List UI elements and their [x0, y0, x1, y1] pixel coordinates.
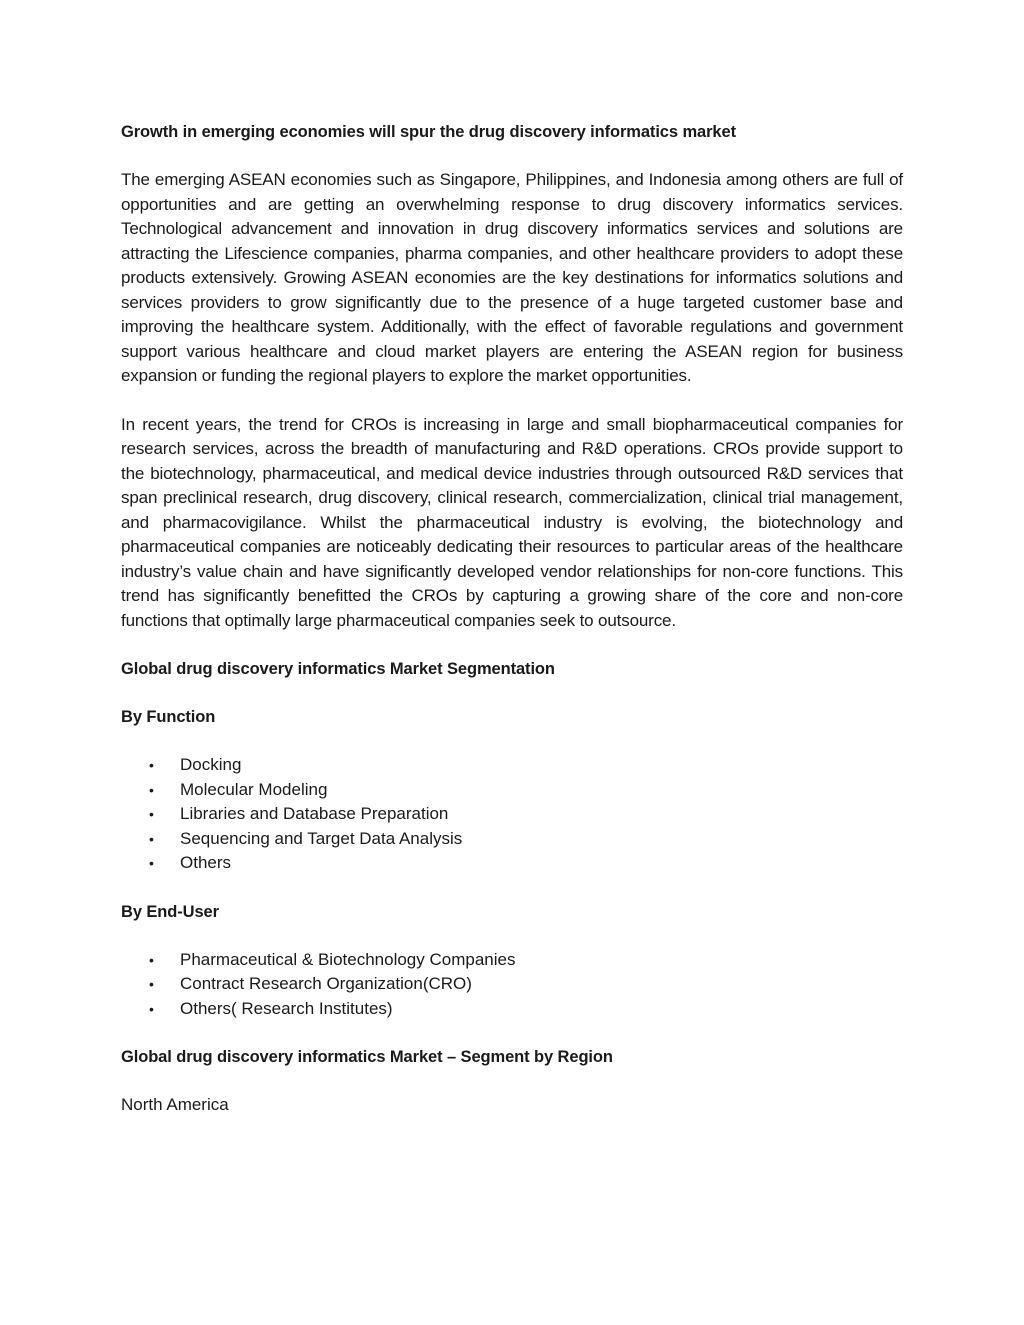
- region-heading: Global drug discovery informatics Market – Segment by Region: [121, 1048, 613, 1066]
- list-item: [121, 948, 903, 973]
- list-item: [121, 778, 903, 803]
- list-item-label: Docking: [180, 755, 242, 774]
- list-item-label: Contract Research Organization(CRO): [180, 974, 472, 993]
- document-title: Growth in emerging economies will spur the drug discovery informatics market: [121, 123, 736, 141]
- region-north-america: North America: [121, 1095, 229, 1114]
- bullet-icon: •: [149, 1000, 154, 1017]
- paragraph-asean: The emerging ASEAN economies such as Singapore, Philippines, and Indonesia among others are full of opportunities and are getting an overwhelming response to drug discovery informatics services. Technological advancement and innovation in drug discovery informatics services and solutions are attracting the Lifescience companies, pharma companies, and other healthcare providers to adopt these products extensively. Growing ASEAN economies are the key destinations for informatics solutions and services providers to grow significantly due to the presence of a huge targeted customer base and improving the healthcare system. Additionally, with the effect of favorable regulations and government support various healthcare and cloud market players are entering the ASEAN region for business expansion or funding the regional players to explore the market opportunities.: [121, 170, 903, 385]
- list-item: [121, 753, 903, 778]
- list-item-label: Pharmaceutical & Biotechnology Companies: [180, 949, 516, 969]
- bullet-icon: •: [149, 806, 154, 822]
- bullet-icon: •: [149, 976, 154, 992]
- paragraph-cros: In recent years, the trend for CROs is increasing in large and small biopharmaceutical companies for research services, across the breadth of manufacturing and R&D operations. CROs provide support to the biotechnology, pharmaceutical, and medical device industries through outsourced R&D services that span preclinical research, drug discovery, clinical research, commercialization, clinical trial management, and pharmacovigilance. Whilst the pharmaceutical industry is evolving, the biotechnology and pharmaceutical companies are noticeably dedicating their resources to particular areas of the healthcare industry’s value chain and have significantly developed vendor relationships for non-core functions. This trend has significantly benefitted the CROs by capturing a growing share of the core and non-core functions that optimally large pharmaceutical companies seek to outsource.: [121, 414, 903, 630]
- list-item: [121, 827, 903, 852]
- document-page: [121, 120, 903, 1118]
- list-item-label: Sequencing and Target Data Analysis: [180, 828, 463, 848]
- function-list: [121, 753, 903, 876]
- segmentation-heading: Global drug discovery informatics Market Segmentation: [121, 660, 555, 678]
- bullet-icon: •: [149, 757, 154, 773]
- bullet-icon: •: [149, 830, 154, 847]
- list-item: [121, 972, 903, 997]
- list-item-label: Libraries and Database Preparation: [180, 804, 449, 823]
- list-item-label: Others( Research Institutes): [180, 998, 393, 1018]
- list-item: [121, 997, 903, 1022]
- by-function-heading: By Function: [121, 708, 216, 726]
- bullet-icon: •: [149, 951, 154, 968]
- bullet-icon: •: [149, 781, 154, 798]
- by-end-user-heading: By End-User: [121, 902, 219, 921]
- list-item: [121, 802, 903, 827]
- list-item: [121, 851, 903, 876]
- list-item-label: Molecular Modeling: [180, 779, 328, 799]
- end-user-list: [121, 948, 903, 1022]
- list-item-label: Others: [180, 853, 232, 872]
- bullet-icon: •: [149, 855, 154, 871]
